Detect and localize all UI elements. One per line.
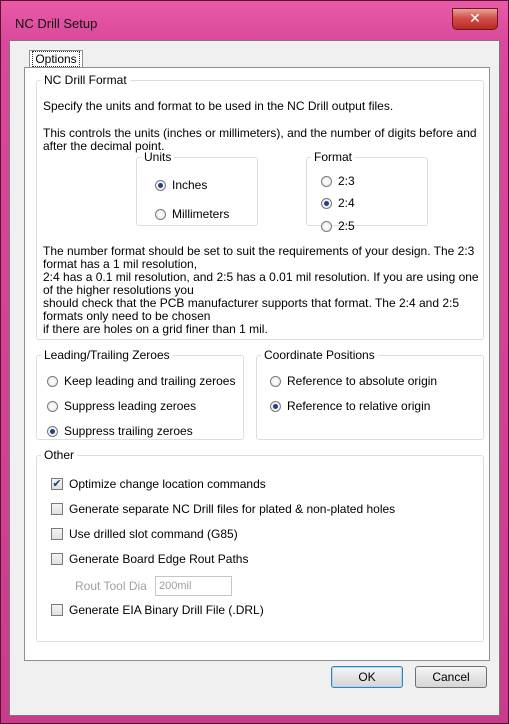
radio-icon [321, 176, 332, 187]
other-legend: Other [44, 448, 75, 462]
coordinates-legend: Coordinate Positions [264, 348, 375, 362]
nc-drill-format-legend: NC Drill Format [44, 73, 127, 87]
format-desc-line2: This controls the units (inches or millimeters), and the number of digits before and [43, 126, 477, 140]
separate-files-label: Generate separate NC Drill files for plated & non-plated holes [69, 502, 396, 516]
format-note-line2: format has a 1 mil resolution, [43, 257, 198, 271]
format-2-4-radio[interactable] [321, 196, 355, 210]
suppress-leading-radio[interactable] [47, 399, 196, 413]
radio-icon [321, 221, 332, 232]
zeroes-legend: Leading/Trailing Zeroes [44, 348, 170, 362]
drilled-slot-label: Use drilled slot command (G85) [69, 527, 238, 541]
ok-button[interactable]: OK [331, 666, 403, 688]
tab-panel-options [24, 67, 490, 661]
format-note-line3: 2:4 has a 0.1 mil resolution, and 2:5 has a 0.01 mil resolution. If you are using one [43, 270, 479, 284]
optimize-checkbox[interactable] [51, 477, 266, 491]
window-title: NC Drill Setup [15, 16, 98, 31]
checkbox-icon [51, 528, 63, 540]
absolute-origin-radio[interactable] [270, 374, 437, 388]
units-legend: Units [144, 150, 172, 164]
checkbox-icon [51, 503, 63, 515]
format-2-3-radio[interactable] [321, 174, 355, 188]
radio-icon [47, 376, 58, 387]
rout-tool-dia-label: Rout Tool Dia [75, 579, 147, 593]
tab-options-label: Options [32, 51, 79, 67]
format-desc-line3: after the decimal point. [43, 139, 165, 153]
radio-icon [270, 376, 281, 387]
cancel-button[interactable]: Cancel [415, 666, 487, 688]
format-2-4-label: 2:4 [338, 196, 355, 210]
units-inches-radio[interactable] [155, 178, 207, 192]
radio-icon [47, 401, 58, 412]
rout-paths-checkbox[interactable] [51, 552, 248, 566]
rout-tool-dia-input[interactable]: 200mil [155, 576, 232, 596]
rout-paths-label: Generate Board Edge Rout Paths [69, 552, 249, 566]
drilled-slot-checkbox[interactable] [51, 527, 238, 541]
keep-zeroes-label: Keep leading and trailing zeroes [64, 374, 236, 388]
units-millimeters-radio[interactable] [155, 207, 229, 221]
suppress-leading-label: Suppress leading zeroes [64, 399, 197, 413]
relative-origin-radio[interactable] [270, 399, 430, 413]
format-desc-line1: Specify the units and format to be used in the NC Drill output files. [43, 99, 394, 113]
eia-binary-checkbox[interactable] [51, 603, 264, 617]
radio-icon [155, 209, 166, 220]
format-note-line5: should check that the PCB manufacturer supports that format. The 2:4 and 2:5 [43, 296, 460, 310]
relative-origin-label: Reference to relative origin [287, 399, 431, 413]
radio-icon [47, 426, 58, 437]
checkbox-icon [51, 553, 63, 565]
units-millimeters-label: Millimeters [172, 207, 230, 221]
format-note-line7: if there are holes on a grid finer than 1 mil. [43, 322, 268, 336]
format-group [306, 150, 428, 226]
radio-icon [321, 198, 332, 209]
coordinates-group [256, 348, 484, 440]
units-inches-label: Inches [172, 178, 208, 192]
format-2-5-radio[interactable] [321, 219, 355, 233]
suppress-trailing-radio[interactable] [47, 424, 193, 438]
close-icon: ✕ [469, 10, 481, 26]
keep-zeroes-radio[interactable] [47, 374, 235, 388]
radio-icon [270, 401, 281, 412]
checkbox-icon [51, 604, 63, 616]
absolute-origin-label: Reference to absolute origin [287, 374, 438, 388]
format-2-5-label: 2:5 [338, 219, 355, 233]
format-note-line6: formats only need to be chosen [43, 309, 211, 323]
format-note-line4: of the higher resolutions you [43, 283, 194, 297]
format-2-3-label: 2:3 [338, 174, 355, 188]
format-note-line1: The number format should be set to suit the requirements of your design. The 2:3 [43, 244, 475, 258]
suppress-trailing-label: Suppress trailing zeroes [64, 424, 193, 438]
separate-files-checkbox[interactable] [51, 502, 395, 516]
optimize-label: Optimize change location commands [69, 477, 266, 491]
format-legend: Format [314, 150, 353, 164]
title-bar[interactable] [1, 1, 509, 41]
checkmark-icon: ✔ [52, 478, 62, 490]
close-button[interactable] [452, 8, 498, 30]
radio-icon [155, 180, 166, 191]
eia-binary-label: Generate EIA Binary Drill File (.DRL) [69, 603, 264, 617]
dialog-client [9, 40, 500, 716]
